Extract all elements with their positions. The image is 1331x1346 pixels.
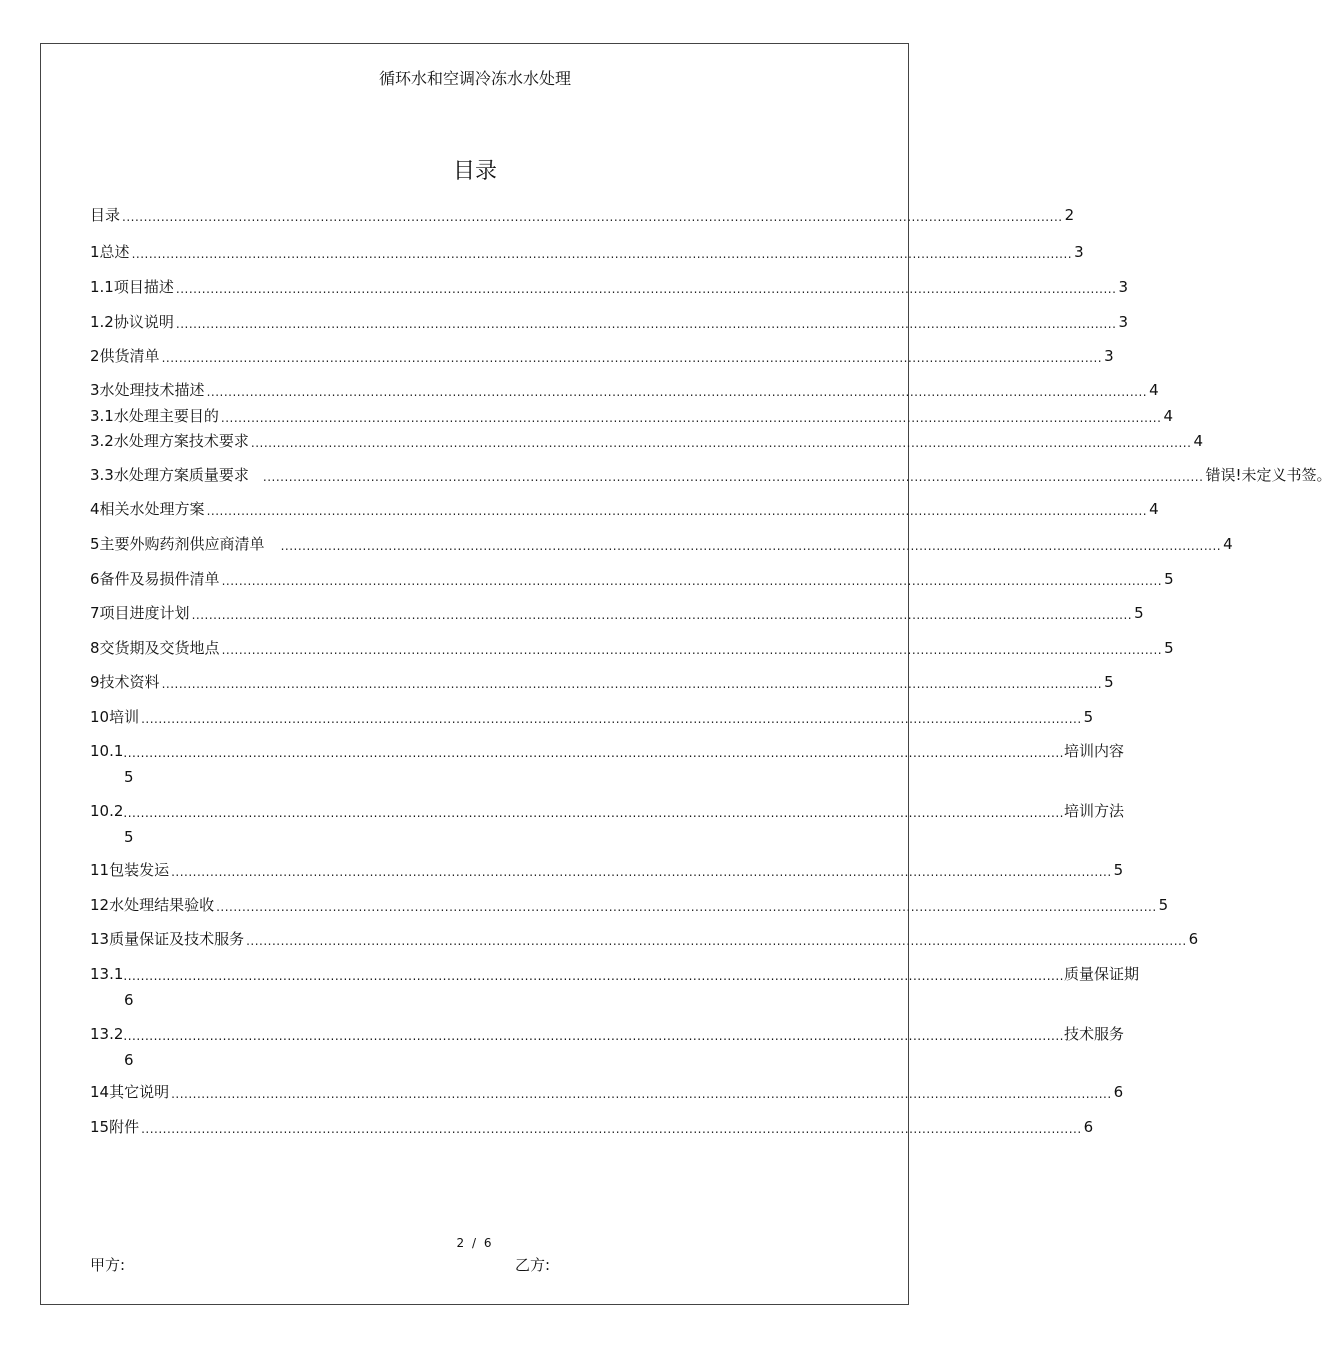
- toc-entry-number: 3: [90, 381, 100, 399]
- toc-leader-dots: ..........................................................................................................................................................................................................................: [123, 1029, 1064, 1043]
- toc-entry-number: 10.2: [90, 802, 124, 820]
- toc-entry[interactable]: [90, 1117, 1094, 1137]
- toc-entry-page: 错误!未定义书签。: [1205, 466, 1331, 484]
- toc-entry-label: 技术资料: [99, 673, 160, 691]
- toc-entry-page: 5: [1134, 604, 1144, 622]
- toc-leader-dots: ..........................................................................................................................................................................................................................: [216, 900, 1157, 914]
- toc-entry-number: 5: [90, 535, 100, 553]
- toc-entry[interactable]: [90, 406, 1173, 426]
- toc-entry-page: 4: [1223, 535, 1233, 553]
- toc-entry[interactable]: [90, 1024, 1124, 1070]
- toc-entry-number: 10.1: [90, 742, 124, 760]
- toc-leader-dots: ..........................................................................................................................................................................................................................: [161, 677, 1103, 691]
- toc-entry[interactable]: [90, 277, 1128, 297]
- toc-entry[interactable]: [90, 895, 1169, 915]
- toc-entry-number: 3.3: [90, 466, 114, 484]
- toc-leader-dots: ..........................................................................................................................................................................................................................: [122, 210, 1063, 224]
- toc-entry-number: 13.1: [90, 965, 124, 983]
- toc-entry-label: 其它说明: [109, 1083, 170, 1101]
- toc-entry[interactable]: [90, 242, 1084, 262]
- party-b-label: 乙方:: [515, 1256, 551, 1274]
- toc-entry-number: 6: [90, 570, 100, 588]
- toc-entry-number: 11: [90, 861, 110, 879]
- toc-entry-page: 4: [1193, 432, 1203, 450]
- toc-entry[interactable]: [90, 638, 1174, 658]
- toc-entry[interactable]: [90, 534, 1233, 554]
- toc-entry-page: 6: [124, 991, 134, 1009]
- toc-entry-label: 备件及易损件清单: [99, 570, 220, 588]
- toc-leader-dots: ..........................................................................................................................................................................................................................: [175, 317, 1117, 331]
- toc-entry-page: 2: [1064, 206, 1075, 224]
- toc-entry[interactable]: [90, 346, 1114, 366]
- toc-entry-label: 项目进度计划: [99, 604, 190, 622]
- toc-entry[interactable]: [90, 672, 1114, 692]
- toc-entry-number: 8: [90, 639, 100, 657]
- toc-entry[interactable]: [90, 465, 1331, 485]
- toc-entry-label: 培训方法: [1063, 802, 1124, 820]
- toc-entry-page: 3: [1118, 313, 1128, 331]
- toc-entry[interactable]: [90, 499, 1159, 519]
- toc-entry-page: 5: [1164, 639, 1174, 657]
- toc-entry-label: 主要外购药剂供应商清单: [99, 535, 265, 553]
- toc-entry[interactable]: [90, 312, 1128, 332]
- toc-entry-number: 12: [90, 896, 110, 914]
- toc-entry-label: 附件: [109, 1118, 140, 1136]
- toc-entry[interactable]: [90, 707, 1094, 727]
- toc-entry-page: 3: [1104, 347, 1114, 365]
- toc-entry-page: 4: [1149, 381, 1159, 399]
- toc-entry-label: 项目描述: [113, 278, 174, 296]
- toc-entry-label: 技术服务: [1063, 1025, 1124, 1043]
- toc-entry-number: 7: [90, 604, 100, 622]
- toc-leader-dots: ..........................................................................................................................................................................................................................: [123, 969, 1064, 983]
- toc-entry-label: 质量保证期: [1063, 965, 1139, 983]
- toc-leader-dots: ..........................................................................................................................................................................................................................: [250, 436, 1192, 450]
- toc-entry-label: 质量保证及技术服务: [109, 930, 245, 948]
- toc-leader-dots: ..........................................................................................................................................................................................................................: [171, 1087, 1112, 1101]
- toc-leader-dots: ..........................................................................................................................................................................................................................: [131, 247, 1073, 261]
- toc-leader-dots: ..........................................................................................................................................................................................................................: [220, 411, 1162, 425]
- toc-entry-page: 3: [1118, 278, 1128, 296]
- toc-leader-dots: ..........................................................................................................................................................................................................................: [191, 608, 1133, 622]
- toc-entry-number: 1.2: [90, 313, 114, 331]
- toc-entry[interactable]: [90, 929, 1199, 949]
- toc-entry-label: 培训: [109, 708, 140, 726]
- toc-entry-number: 3.1: [90, 407, 114, 425]
- page-number: 2 / 6: [456, 1236, 494, 1250]
- toc-entry-label: 培训内容: [1063, 742, 1124, 760]
- toc-leader-dots: ..........................................................................................................................................................................................................................: [221, 574, 1163, 588]
- toc-entry-page: 5: [1164, 570, 1174, 588]
- toc-entry-number: 13.2: [90, 1025, 124, 1043]
- toc-leader-dots: ..........................................................................................................................................................................................................................: [171, 865, 1112, 879]
- toc-entry[interactable]: [90, 603, 1144, 623]
- toc-entry-page: 4: [1163, 407, 1173, 425]
- toc-entry[interactable]: [90, 860, 1124, 880]
- toc-entry-label: 协议说明: [113, 313, 174, 331]
- toc-entry-label: 目录: [90, 206, 121, 224]
- toc-entry-page: 5: [1158, 896, 1169, 914]
- toc-entry-page: 5: [124, 828, 134, 846]
- toc-title: 目录: [452, 159, 497, 184]
- toc-entry-number: 14: [90, 1083, 110, 1101]
- toc-entry-label: 水处理结果验收: [109, 896, 215, 914]
- toc-entry-number: 9: [90, 673, 100, 691]
- toc-entry-page: 6: [1188, 930, 1199, 948]
- toc-leader-dots: ..........................................................................................................................................................................................................................: [161, 351, 1103, 365]
- document-header-title: 循环水和空调冷冻水水处理: [378, 69, 571, 88]
- toc-entry[interactable]: [90, 431, 1203, 451]
- toc-leader-dots: ..........................................................................................................................................................................................................................: [246, 934, 1187, 948]
- toc-leader-dots: ..........................................................................................................................................................................................................................: [280, 539, 1222, 553]
- toc-entry[interactable]: [90, 1082, 1124, 1102]
- toc-leader-dots: ..........................................................................................................................................................................................................................: [141, 712, 1082, 726]
- toc-entry[interactable]: [90, 964, 1139, 1010]
- toc-leader-dots: ..........................................................................................................................................................................................................................: [206, 385, 1148, 399]
- toc-entry-page: 6: [124, 1051, 134, 1069]
- toc-entry[interactable]: [90, 569, 1174, 589]
- toc-leader-dots: ..........................................................................................................................................................................................................................: [123, 806, 1064, 820]
- toc-entry-number: 2: [90, 347, 100, 365]
- toc-entry[interactable]: [90, 801, 1124, 847]
- toc-entry-label: 水处理方案质量要求: [113, 466, 249, 484]
- toc-entry[interactable]: [90, 741, 1124, 787]
- toc-entry[interactable]: [90, 380, 1159, 400]
- toc-entry-page: 6: [1113, 1083, 1124, 1101]
- toc-entry-label: 供货清单: [99, 347, 160, 365]
- toc-entry-number: 13: [90, 930, 110, 948]
- toc-entry-label: 交货期及交货地点: [99, 639, 220, 657]
- toc-entry-number: 1: [90, 243, 100, 261]
- toc-leader-dots: ..........................................................................................................................................................................................................................: [206, 504, 1148, 518]
- toc-entry-page: 5: [1104, 673, 1114, 691]
- toc-entry-page: 5: [1083, 708, 1094, 726]
- toc-entry-number: 15: [90, 1118, 110, 1136]
- toc-entry-label: 包装发运: [109, 861, 170, 879]
- toc-entry[interactable]: [90, 205, 1075, 225]
- toc-entry-number: 3.2: [90, 432, 114, 450]
- party-a-label: 甲方:: [90, 1256, 126, 1274]
- toc-entry-page: 3: [1074, 243, 1084, 261]
- toc-leader-dots: ..........................................................................................................................................................................................................................: [175, 282, 1117, 296]
- toc-entry-number: 1.1: [90, 278, 114, 296]
- toc-leader-dots: ..........................................................................................................................................................................................................................: [141, 1122, 1082, 1136]
- toc-entry-label: 水处理技术描述: [99, 381, 205, 399]
- toc-entry-label: 水处理主要目的: [113, 407, 219, 425]
- toc-entry-page: 4: [1149, 500, 1159, 518]
- toc-entry-label: 总述: [99, 243, 130, 261]
- toc-entry-page: 5: [1113, 861, 1124, 879]
- toc-entry-page: 5: [124, 768, 134, 786]
- toc-leader-dots: ..........................................................................................................................................................................................................................: [221, 643, 1163, 657]
- toc-entry-number: 4: [90, 500, 100, 518]
- toc-entry-label: 水处理方案技术要求: [113, 432, 249, 450]
- toc-leader-dots: ..........................................................................................................................................................................................................................: [262, 470, 1204, 484]
- toc-entry-label: 相关水处理方案: [99, 500, 205, 518]
- toc-leader-dots: ..........................................................................................................................................................................................................................: [123, 746, 1064, 760]
- toc-entry-number: 10: [90, 708, 110, 726]
- toc-entry-page: 6: [1083, 1118, 1094, 1136]
